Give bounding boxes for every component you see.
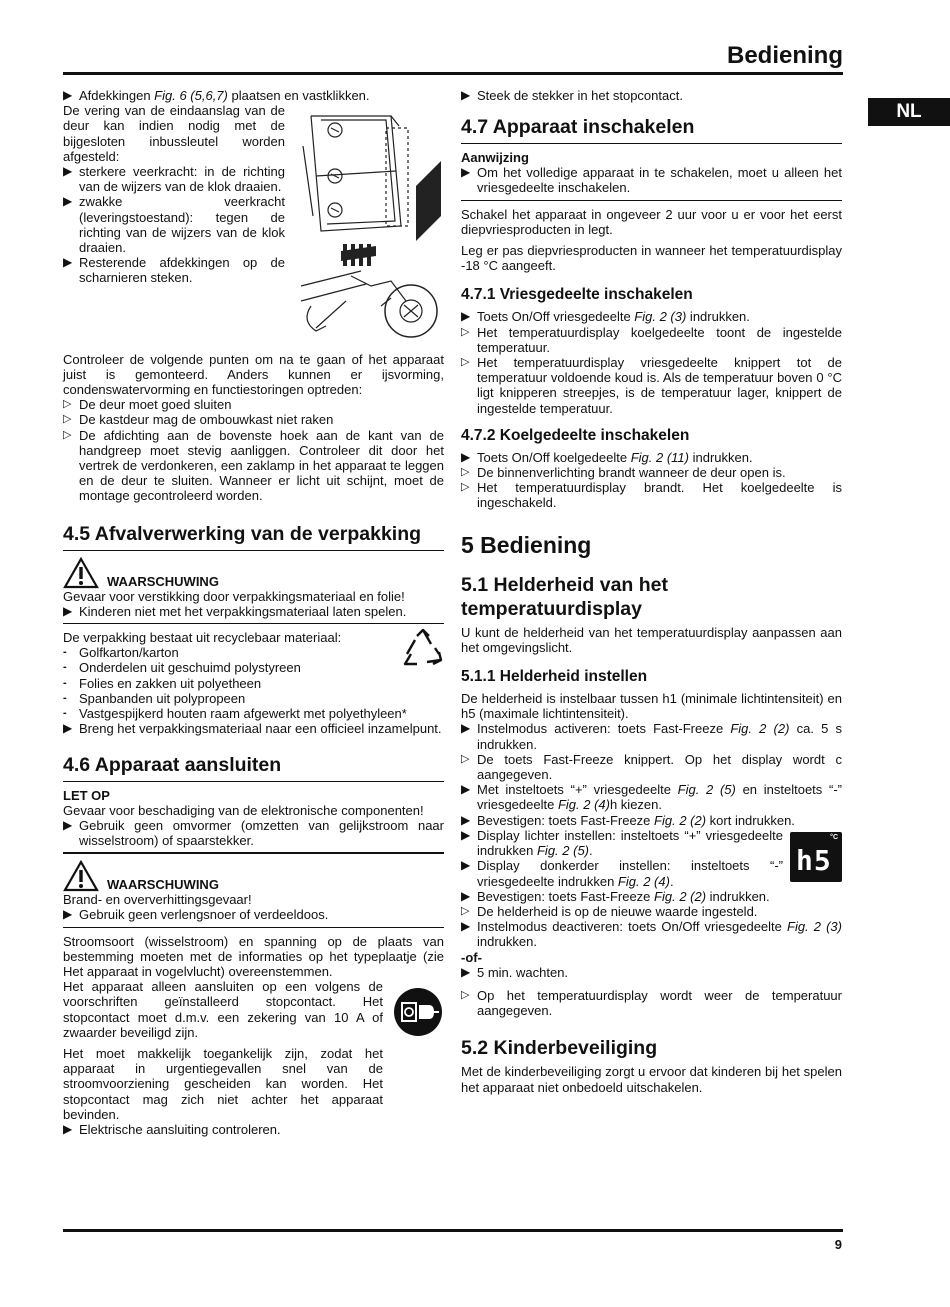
s511-paragraph: De helderheid is instelbaar tussen h1 (minimale lichtintensiteit) en h5 (maximale lichtintensiteit). (461, 691, 842, 722)
right-column (461, 88, 842, 1095)
warning-title: WAARSCHUWING (107, 877, 219, 893)
left-column (63, 88, 444, 1137)
list-item: - Onderdelen uit geschuimd polystyreen (63, 660, 301, 676)
list-item: ▷ De toets Fast-Freeze knippert. Op het display wordt c aangegeven. (461, 751, 842, 783)
power-paragraph: Stroomsoort (wisselstroom) en spanning op de plaats van bestemming moeten met de informaties op het typeplaatje (zie Het apparaat in vogelvlucht) overeenstemmen. (63, 933, 444, 979)
warning-text: Brand- en oververhittingsgevaar! (63, 892, 252, 908)
list-item: ▶ Kinderen niet met het verpakkingsmateriaal laten spelen. (63, 603, 407, 619)
divider (63, 852, 444, 854)
list-item: ▶ Gebruik geen omvormer (omzetten van gelijkstroom naar wisselstroom) of spaarstekker. (63, 817, 444, 848)
packaging-paragraph: De verpakking bestaat uit recyclebaar materiaal: (63, 630, 342, 646)
list-item: ▶ Om het volledige apparaat in te schakelen, moet u alleen het vriesgedeelte inschakelen. (461, 165, 842, 196)
list-item: ▶ Display lichter instellen: insteltoets “+” vriesgedeelte indrukken Fig. 2 (5). (461, 827, 783, 859)
list-item: ▶ Bevestigen: toets Fast-Freeze Fig. 2 (2) kort indrukken. (461, 812, 795, 828)
footer-rule (63, 1229, 843, 1232)
divider (63, 927, 444, 928)
warning-triangle-icon (63, 557, 99, 589)
section-4-7-2-title: 4.7.2 Koelgedeelte inschakelen (461, 426, 690, 444)
warning-title: WAARSCHUWING (107, 573, 219, 589)
list-item: ▶ Elektrische aansluiting controleren. (63, 1121, 281, 1137)
hinge-instructions (63, 88, 444, 286)
warning-triangle-icon (63, 860, 99, 892)
s47-paragraph-2: Leg er pas diepvriesproducten in wanneer het temperatuurdisplay -18 °C aangeeft. (461, 243, 842, 274)
list-item: ▷ De afdichting aan de bovenste hoek aan de kant van de handgreep moet stevig aanliggen. Controleer dit door het vertrek de verdonkeren, een zaklamp in het apparaat te leggen en de deur te sluiten. Wanneer er licht uit schijnt, moet de montage gecontroleerd worden. (63, 427, 444, 504)
warning-box (63, 860, 444, 892)
hinge-adjustment-illustration (291, 106, 451, 346)
list-item: ▷ Het temperatuurdisplay koelgedeelte toont de ingestelde temperatuur. (461, 324, 842, 355)
language-tab: NL (868, 98, 950, 126)
list-item: ▶ zwakke veerkracht (leveringstoestand): tegen de richting van de wijzers van de klok draaien. (63, 194, 285, 256)
list-item: ▷ De deur moet goed sluiten (63, 397, 232, 413)
section-5-1-1-title: 5.1.1 Helderheid instellen (461, 668, 648, 686)
s47-paragraph-1: Schakel het apparaat in ongeveer 2 uur voor u er voor het eerst diepvriesproducten in legt. (461, 206, 842, 237)
hinge-paragraph: De vering van de eindaanslag van de deur kan indien nodig met de bijgesloten inbussleutel worden afgesteld: (63, 103, 285, 164)
section-5-title: 5 Bediening (461, 531, 592, 558)
list-item: ▷ De helderheid is op de nieuwe waarde ingesteld. (461, 903, 758, 919)
divider (63, 550, 444, 551)
access-paragraph: Het moet makkelijk toegankelijk zijn, zodat het apparaat in urgentiegevallen snel van de stroomvoorziening gescheiden kan worden. Het stopcontact mag zich niet achter het apparaat bevinden. (63, 1045, 383, 1122)
recycle-icon (401, 628, 445, 670)
list-item: ▶ Breng het verpakkingsmateriaal naar een officieel inzamelpunt. (63, 721, 442, 737)
s51-paragraph: U kunt de helderheid van het temperatuurdisplay aanpassen aan het omgevingslicht. (461, 624, 842, 655)
display-value: h5 (796, 843, 832, 877)
list-item: ▶ Afdekkingen Fig. 6 (5,6,7) plaatsen en vastklikken. (63, 88, 370, 103)
section-5-1-title: 5.1 Helderheid van het temperatuurdisplay (461, 573, 668, 620)
list-item: - Golfkarton/karton (63, 645, 179, 661)
display-unit: °C (830, 833, 838, 841)
list-item: ▶ Instelmodus activeren: toets Fast-Freeze Fig. 2 (2) ca. 5 s indrukken. (461, 721, 842, 752)
list-item: ▶ Display donkerder instellen: insteltoets “-” vriesgedeelte indrukken Fig. 2 (4). (461, 858, 783, 889)
section-4-7-1-title: 4.7.1 Vriesgedeelte inschakelen (461, 286, 693, 304)
list-item: ▷ De kastdeur mag de ombouwkast niet raken (63, 412, 334, 428)
or-separator: -of- (461, 949, 482, 965)
warning-text: Gevaar voor verstikking door verpakkingsmateriaal en folie! (63, 588, 405, 604)
temperature-display-image (790, 832, 842, 882)
divider (461, 143, 842, 144)
page-header-title: Bediening (726, 42, 843, 69)
header-rule (63, 72, 843, 75)
list-item: ▷ Op het temperatuurdisplay wordt weer de temperatuur aangegeven. (461, 987, 842, 1019)
list-item: - Folies en zakken uit polyetheen (63, 675, 262, 691)
warning-box (63, 557, 444, 589)
list-item: ▶ Resterende afdekkingen op de scharnieren steken. (63, 255, 285, 286)
list-item: ▶ Steek de stekker in het stopcontact. (461, 88, 683, 103)
divider (63, 781, 444, 782)
list-item: ▶ sterkere veerkracht: in de richting van de wijzers van de klok draaien. (63, 164, 285, 195)
section-4-5-title: 4.5 Afvalverwerking van de verpakking (63, 522, 422, 545)
list-item: ▶ Met insteltoets “+” vriesgedeelte Fig. 2 (5) en insteltoets “-” vriesgedeelte Fig. 2 (4)h kiezen. (461, 782, 842, 813)
section-5-2-title: 5.2 Kinderbeveiliging (461, 1037, 658, 1060)
list-item: ▷ Het temperatuurdisplay brandt. Het koelgedeelte is ingeschakeld. (461, 480, 842, 511)
list-item: - Vastgespijkerd houten raam afgewerkt met polyethyleen* (63, 706, 407, 722)
socket-paragraph: Het apparaat alleen aansluiten op een volgens de voorschriften geïnstalleerd stopcontact. Het stopcontact moet d.m.v. een zekering van 10 A of zwaarder beveiligd zijn. (63, 979, 383, 1040)
page-number: 9 (834, 1237, 842, 1252)
plug-socket-icon (393, 987, 443, 1037)
check-paragraph: Controleer de volgende punten om na te gaan of het apparaat juist is gemonteerd. Anders kunnen er ijsvorming, condenswatervorming en functiestoringen optreden: (63, 351, 444, 398)
list-item: ▶ Gebruik geen verlengsnoer of verdeeldoos. (63, 907, 329, 923)
list-item: ▶ Instelmodus deactiveren: toets On/Off vriesgedeelte Fig. 2 (3) indrukken. (461, 919, 842, 950)
divider (63, 623, 444, 624)
note-text: Gevaar voor beschadiging van de elektronische componenten! (63, 802, 424, 818)
list-item: - Spanbanden uit polypropeen (63, 690, 246, 706)
section-4-7-title: 4.7 Apparaat inschakelen (461, 116, 695, 139)
list-item: ▷ De binnenverlichting brandt wanneer de deur open is. (461, 465, 786, 481)
list-item: ▶ Toets On/Off koelgedeelte Fig. 2 (11) indrukken. (461, 449, 753, 465)
s52-paragraph: Met de kinderbeveiliging zorgt u ervoor dat kinderen bij het spelen het apparaat niet onbedoeld uitschakelen. (461, 1064, 842, 1095)
list-item: ▶ Bevestigen: toets Fast-Freeze Fig. 2 (2) indrukken. (461, 888, 770, 904)
note-title: Aanwijzing (461, 150, 529, 166)
note-title: LET OP (63, 787, 110, 803)
divider (461, 200, 842, 201)
list-item: ▷ Het temperatuurdisplay vriesgedeelte knippert tot de temperatuur voldoende koud is. Als de temperatuur boven 0 °C ligt knipperen streepjes, is de temperatuur lager, knippert de ingestelde temperatuur. (461, 355, 842, 416)
list-item: ▶ Toets On/Off vriesgedeelte Fig. 2 (3) indrukken. (461, 309, 750, 325)
list-item: ▶ 5 min. wachten. (461, 964, 569, 980)
section-4-6-title: 4.6 Apparaat aansluiten (63, 753, 282, 776)
